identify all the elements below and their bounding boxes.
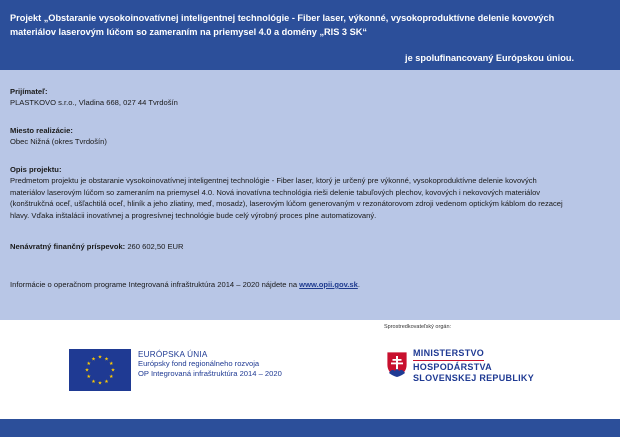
ministry-line2: HOSPODÁRSTVA [413,362,492,372]
description-line: hlavy. Vďaka inštalácii inovatívnej a progresívnej technológie bude celý výrobný proces plne automatizovaný. [10,210,377,220]
description-line: materiálov laserovým lúčom so zameraním na priemysel 4.0. Nová inovatívna technológia rieši delenie tabuľových plechov, kovových i nekovových materiálov [10,187,541,197]
eu-logo-text [138,350,282,378]
ministry-logo-text [413,348,534,384]
recipient-section [10,86,610,109]
description-section [10,164,610,221]
eu-star-icon: ★ [104,378,109,385]
description-label: Opis projektu: [10,165,62,174]
logos-strip [0,320,620,419]
eu-star-icon: ★ [91,356,96,363]
eu-star-icon: ★ [97,354,103,361]
slovak-coat-of-arms-icon [386,351,408,378]
grant-section [10,241,610,252]
eu-star-icon: ★ [109,374,114,381]
eu-title: EURÓPSKA ÚNIA [138,350,208,359]
project-title-line2: materiálov laserovým lúčom so zameraním na priemysel 4.0 a domény „RIS 3 SK“ [10,26,367,37]
eu-star-icon: ★ [84,367,90,374]
eu-flag-icon [69,349,131,391]
info-section [10,279,610,290]
recipient-label: Prijímateľ: [10,87,48,96]
info-suffix: . [357,280,360,289]
eu-star-icon: ★ [97,380,103,387]
footer-bar [0,419,620,437]
project-title-line1: Projekt „Obstaranie vysokoinovatívnej inteligentnej technológie - Fiber laser, výkonné, vysokoproduktívne delenie kovových [10,13,555,23]
info-text: Informácie o operačnom programe Integrovaná infraštruktúra 2014 – 2020 nájdete na [10,280,300,289]
description-line: (konštrukčná oceľ, ušľachtilá oceľ, hliník a jeho zliatiny, meď, mosadz), laserovým lúčom generovaným v rezonátorovom zdroji vedenom optickým káblom do rezacej [10,199,563,209]
location-section [10,125,610,148]
ministry-line1: MINISTERSTVO [413,348,484,361]
eu-programme-name: OP Integrovaná infraštruktúra 2014 – 2020 [138,368,282,378]
grant-value: 260 602,50 EUR [125,242,184,251]
eu-star-icon: ★ [91,378,96,385]
description-line: Predmetom projektu je obstaranie vysokoinovatívnej inteligentnej technológie - Fiber laser, ktorý je určený pre výkonné, vysokoproduktívne delenie kovových [10,176,537,186]
eu-star-icon: ★ [110,367,116,374]
eu-star-icon: ★ [86,374,91,381]
grant-label: Nenávratný finančný príspevok: [10,242,126,251]
eu-star-icon: ★ [86,361,91,368]
sponsor-label: Sprostredkovateľský orgán: [384,324,452,330]
header-banner [0,0,620,70]
project-title-line3: je spolufinancovaný Európskou úniou. [405,53,574,63]
location-value: Obec Nižná (okres Tvrdošín) [10,137,107,147]
eu-star-icon: ★ [104,356,109,363]
ministry-line3: SLOVENSKEJ REPUBLIKY [413,373,535,383]
recipient-value: PLASTKOVO s.r.o., Vladina 668, 027 44 Tvrdošín [10,98,178,108]
location-label: Miesto realizácie: [10,126,73,135]
opii-link[interactable]: www.opii.gov.sk [299,280,358,289]
eu-star-icon: ★ [109,361,114,368]
eu-fund-name: Európsky fond regionálneho rozvoja [138,359,260,369]
project-details [0,70,620,320]
